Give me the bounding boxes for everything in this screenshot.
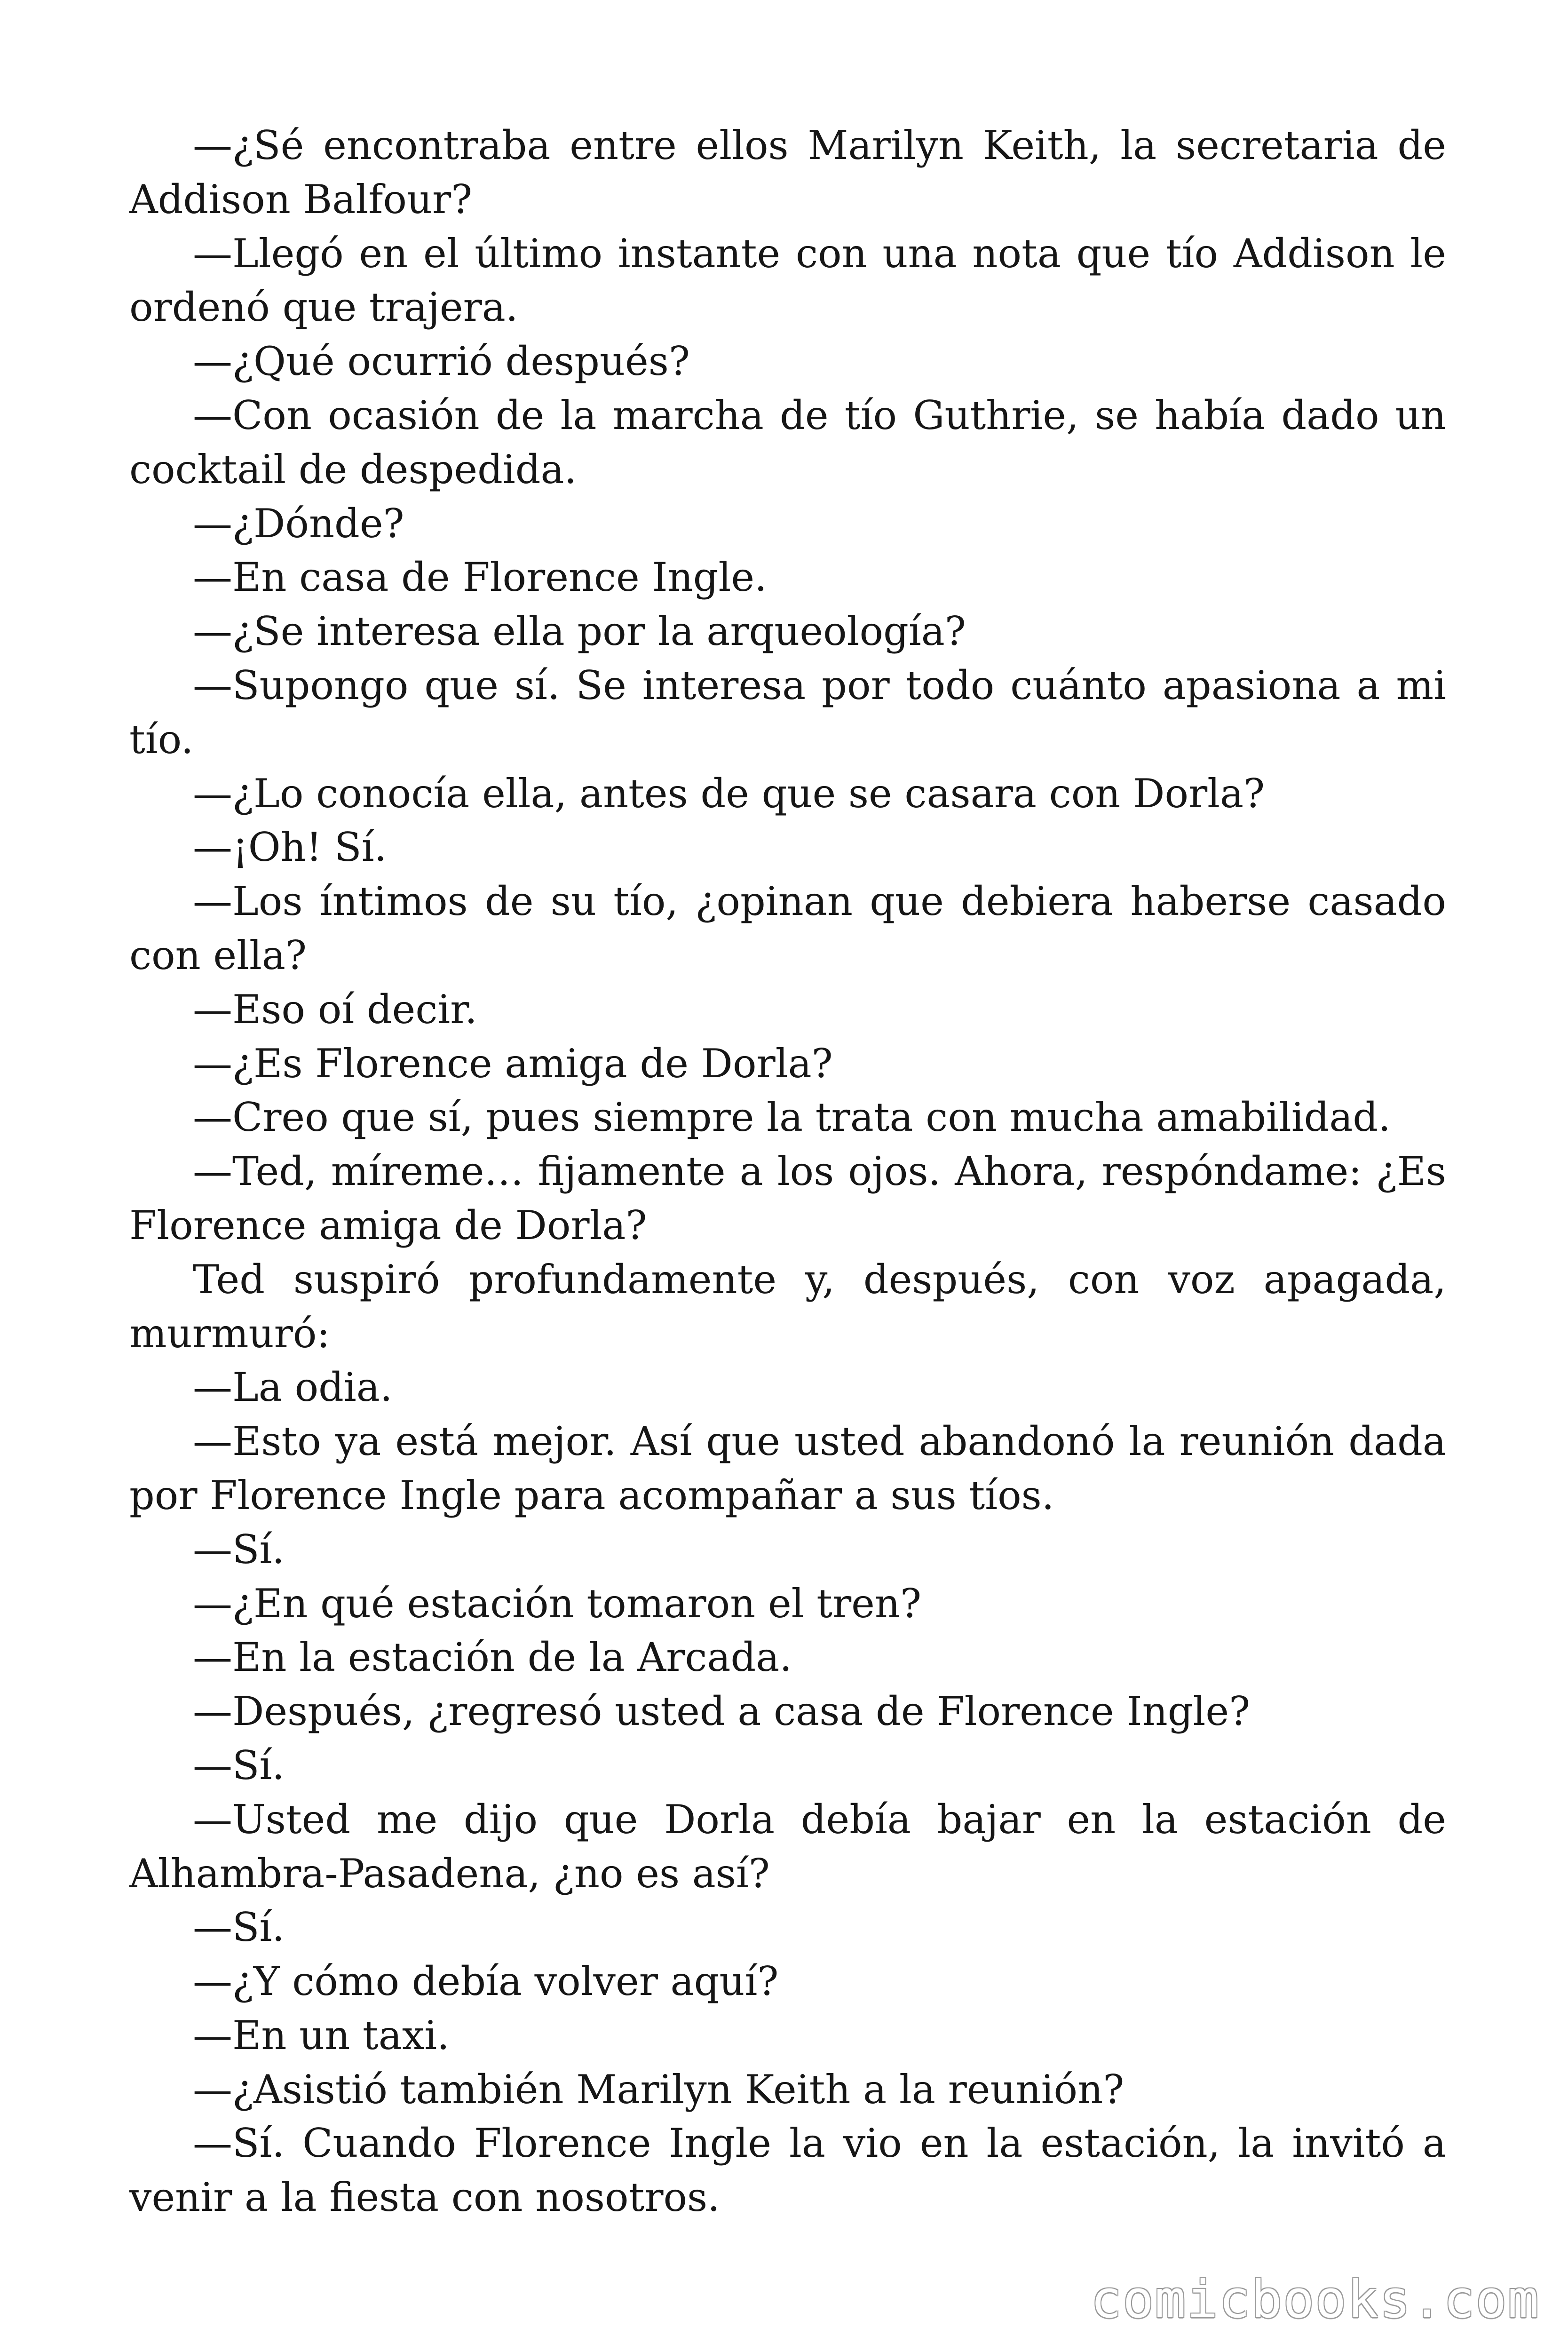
paragraph: —Con ocasión de la marcha de tío Guthrie, se había dado un cocktail de despedida. bbox=[129, 392, 1446, 493]
paragraph: —¿Sé encontraba entre ellos Marilyn Keith, la secretaria de Addison Balfour? bbox=[129, 122, 1446, 222]
paragraph: —La odia. bbox=[193, 1364, 393, 1411]
paragraph: —Sí. bbox=[193, 1904, 285, 1951]
paragraph: —Después, ¿regresó usted a casa de Florence Ingle? bbox=[193, 1688, 1251, 1735]
paragraph: —¿Y cómo debía volver aquí? bbox=[193, 1958, 779, 2005]
paragraph: —Usted me dijo que Dorla debía bajar en la estación de Alhambra-Pasadena, ¿no es así? bbox=[129, 1796, 1446, 1897]
paragraph: —¿Dónde? bbox=[193, 500, 404, 547]
paragraph: —¿Se interesa ella por la arqueología? bbox=[193, 608, 966, 655]
paragraph: —¿En qué estación tomaron el tren? bbox=[193, 1580, 921, 1627]
paragraph: —Llegó en el último instante con una nota que tío Addison le ordenó que trajera. bbox=[129, 230, 1446, 331]
watermark-text: comicbooks.com bbox=[1090, 2269, 1540, 2329]
paragraph: —¿Asistió también Marilyn Keith a la reunión? bbox=[193, 2066, 1125, 2113]
paragraph: —Sí. bbox=[193, 1742, 285, 1788]
paragraph: —Supongo que sí. Se interesa por todo cuánto apasiona a mi tío. bbox=[129, 662, 1446, 763]
paragraph: —En casa de Florence Ingle. bbox=[193, 554, 767, 601]
paragraph: —Sí. bbox=[193, 1526, 285, 1573]
paragraph: —Eso oí decir. bbox=[193, 986, 477, 1033]
page-text bbox=[129, 119, 1446, 2225]
paragraph: Ted suspiró profundamente y, después, con voz apagada, murmuró: bbox=[129, 1256, 1446, 1357]
paragraph: —¿Lo conocía ella, antes de que se casara con Dorla? bbox=[193, 770, 1265, 817]
paragraph: —En un taxi. bbox=[193, 2012, 450, 2058]
paragraph: —Sí. Cuando Florence Ingle la vio en la estación, la invitó a venir a la fiesta con nosotros. bbox=[129, 2120, 1446, 2221]
paragraph: —¿Es Florence amiga de Dorla? bbox=[193, 1040, 833, 1087]
paragraph: —¡Oh! Sí. bbox=[193, 824, 387, 871]
paragraph: —Esto ya está mejor. Así que usted abandonó la reunión dada por Florence Ingle para acompañar a sus tíos. bbox=[129, 1418, 1446, 1518]
paragraph: —En la estación de la Arcada. bbox=[193, 1634, 792, 1681]
paragraph: —Los íntimos de su tío, ¿opinan que debiera haberse casado con ella? bbox=[129, 878, 1446, 978]
paragraph: —Creo que sí, pues siempre la trata con mucha amabilidad. bbox=[193, 1094, 1391, 1141]
paragraph: —Ted, míreme… fijamente a los ojos. Ahora, respóndame: ¿Es Florence amiga de Dorla? bbox=[129, 1148, 1446, 1248]
paragraph: —¿Qué ocurrió después? bbox=[193, 338, 690, 385]
